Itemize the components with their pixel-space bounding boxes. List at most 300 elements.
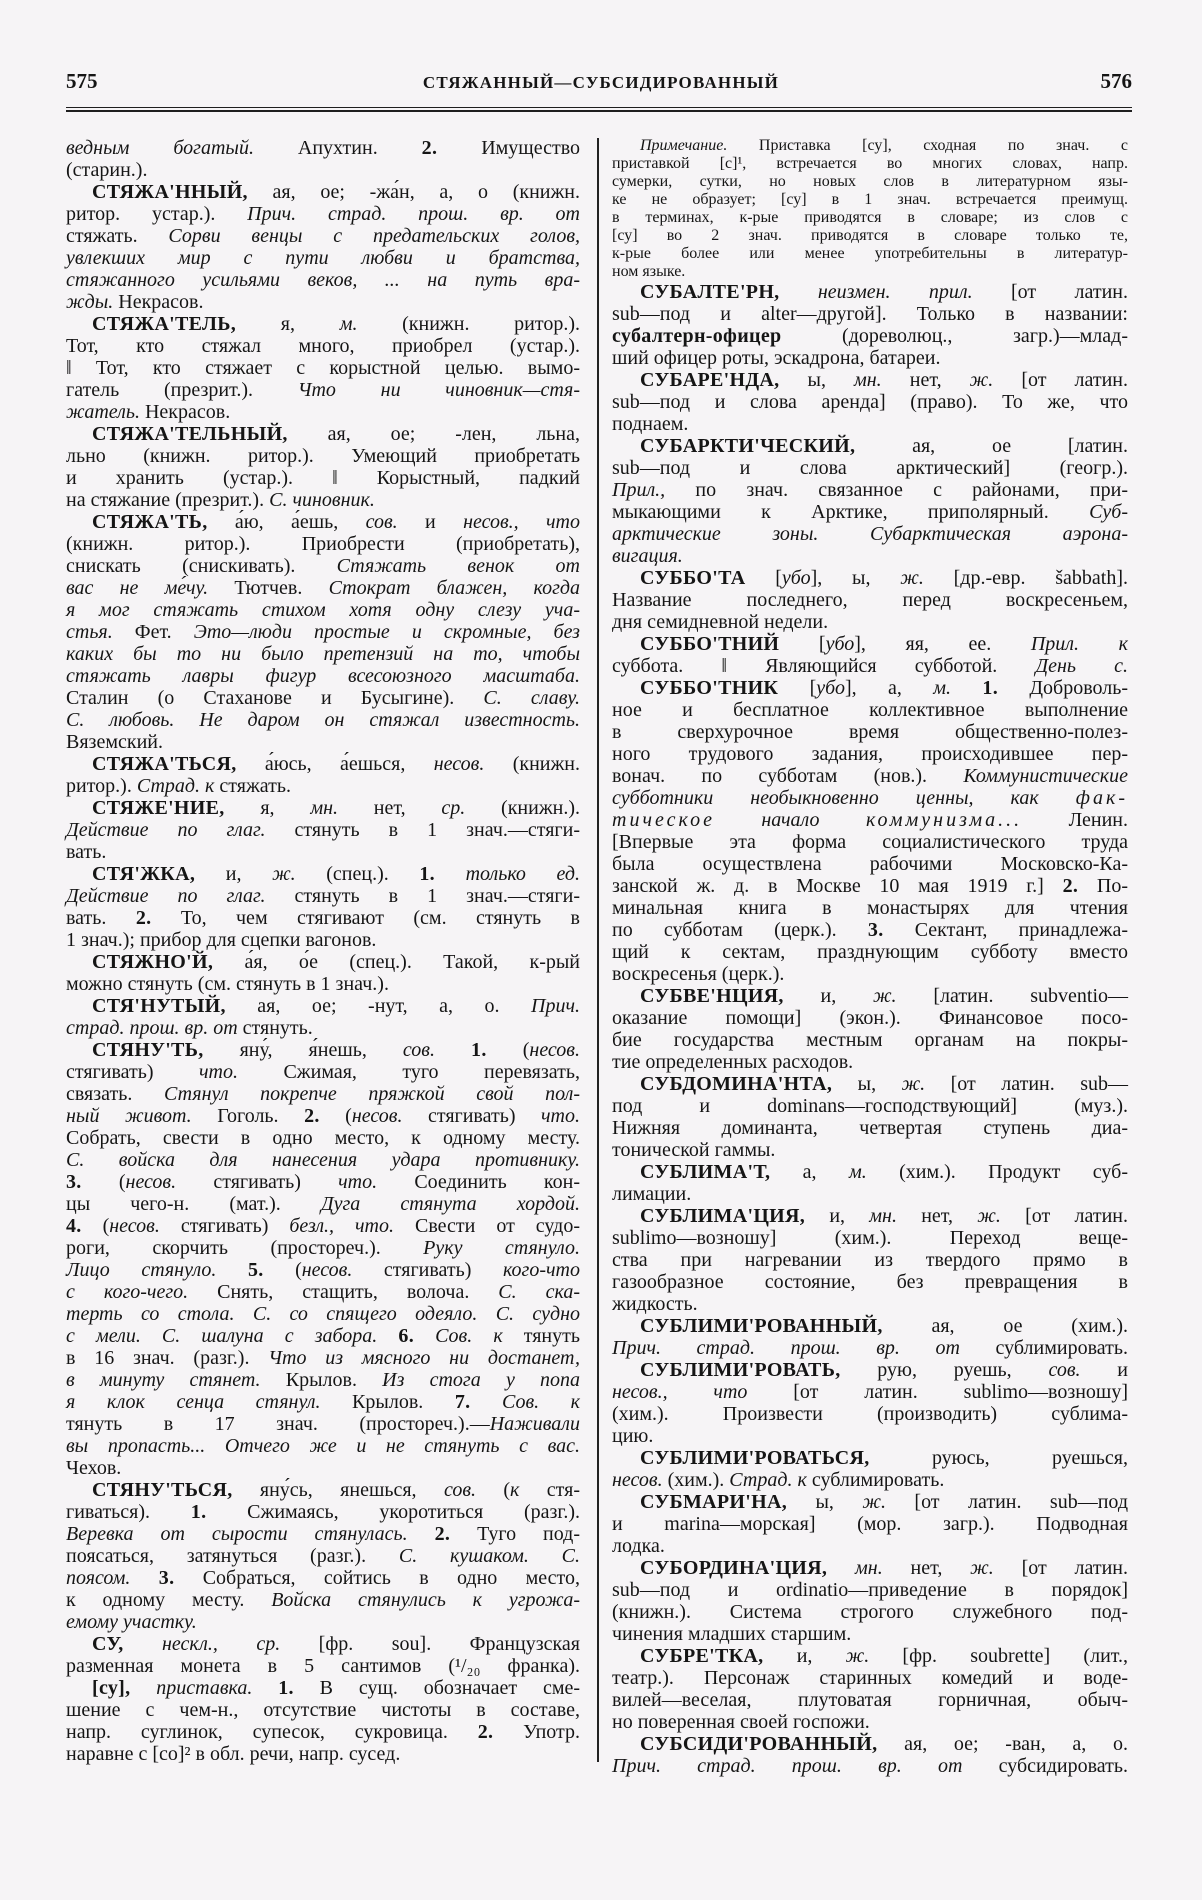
italic-text: что.: [199, 1061, 238, 1083]
plain-text: стягивать): [159, 1215, 290, 1237]
dictionary-line: [612, 1293, 1128, 1315]
headword-bold-text: СТЯНУ'ТЬ,: [92, 1039, 204, 1061]
plain-text: яну́, я́нешь,: [203, 1039, 403, 1061]
dictionary-line: [66, 1523, 580, 1545]
dictionary-line: [66, 973, 580, 995]
plain-text: связать.: [66, 1083, 164, 1105]
plain-text: ритор. устар.).: [66, 203, 248, 225]
dictionary-line: [612, 413, 1128, 435]
plain-text: а́ю, а́ешь,: [207, 511, 366, 533]
plain-text: [фр. sou]. Французская: [280, 1633, 581, 1655]
headword-bold-text: СУБВЕ'НЦИЯ,: [640, 985, 784, 1007]
plain-text: щий к сектам, празднующим субботу вместо: [612, 941, 1128, 963]
note-line: [612, 227, 1128, 245]
italic-text: вас не ме́чу.: [66, 577, 209, 599]
headword-bold-text: 3.: [867, 919, 884, 941]
plain-text: [124, 1633, 162, 1655]
headword-bold-text: субалтерн-офицер: [612, 325, 782, 347]
plain-text: бие государства местным органам на покры-: [612, 1029, 1128, 1051]
italic-text: емому участку.: [66, 1611, 197, 1633]
italic-text: стяжать лавры фигур всесоюзного масштаба.: [66, 665, 580, 687]
italic-text: Прич.: [531, 995, 580, 1017]
dictionary-line: [612, 941, 1128, 963]
dictionary-line: [66, 621, 580, 643]
plain-text: Крылов.: [260, 1369, 383, 1391]
plain-text: (книжн. ритор.). Приобрести (приобретать),: [66, 533, 580, 555]
plain-text: Имущество: [437, 137, 580, 159]
plain-text: Снять, стащить, волоча.: [188, 1281, 499, 1303]
plain-text: рую, руешь,: [840, 1359, 1049, 1381]
plain-text: я,: [224, 797, 311, 819]
plain-text: субсидировать.: [962, 1755, 1128, 1777]
headword-bold-text: 6.: [398, 1325, 414, 1347]
plain-text: sub—под и alter—другой]. Только в названии:: [612, 303, 1128, 325]
italic-text: Войска стянулись к угрожа-: [271, 1589, 580, 1611]
italic-text: Прил. к: [1030, 633, 1128, 655]
italic-text: несов., что: [463, 511, 580, 533]
plain-text: стяжать.: [66, 225, 169, 247]
headword-bold-text: 4.: [66, 1215, 82, 1237]
plain-text: [377, 1325, 398, 1347]
dictionary-line: [612, 1755, 1128, 1777]
headword-bold-text: СТЯЖНО'Й,: [92, 951, 214, 973]
column-divider: [597, 138, 599, 1762]
headword-bold-text: 2.: [135, 907, 152, 929]
headword-bold-text: СУБЛИМИ'РОВАТЬ,: [640, 1359, 841, 1381]
dictionary-line: [612, 875, 1128, 897]
plain-text: [Впервые эта форма социалистического труда: [612, 831, 1128, 853]
plain-text: тие определенных расходов.: [612, 1051, 854, 1073]
plain-text: [от латин. sub—: [925, 1073, 1129, 1095]
dictionary-line: [612, 787, 1128, 809]
italic-text: убо: [825, 633, 855, 655]
headword-bold-text: 5.: [247, 1259, 264, 1281]
plain-text: и: [397, 511, 464, 533]
dictionary-line: [66, 511, 580, 533]
note-line: [612, 173, 1128, 191]
dictionary-line: [612, 1645, 1128, 1667]
plain-text: и,: [783, 985, 873, 1007]
plain-text: Свести от судо-: [394, 1215, 580, 1237]
plain-text: ая, ое; -жа́н, а, о (книжн.: [247, 181, 580, 203]
plain-text: стягивать): [352, 1259, 503, 1281]
italic-text: Прич. страд. прош. вр. от: [612, 1755, 963, 1777]
dictionary-line: [612, 1227, 1128, 1249]
plain-text: sub—под и слова аренда] (право). То же, что: [612, 391, 1128, 413]
italic-text: с мели. С. шалуна с забора.: [66, 1325, 378, 1347]
headword-bold-text: СУБДОМИНА'НТА,: [640, 1073, 833, 1095]
plain-text: Сектант, принадлежа-: [883, 919, 1128, 941]
note-line: [612, 191, 1128, 209]
headword-bold-text: СТЯНУ'ТЬСЯ,: [92, 1479, 233, 1501]
italic-text: несов.: [301, 1259, 353, 1281]
dictionary-line: [66, 401, 580, 423]
headword-bold-text: 3.: [158, 1567, 175, 1589]
dictionary-line: [66, 1567, 580, 1589]
dictionary-line: [66, 357, 580, 379]
dictionary-line: [612, 1403, 1128, 1425]
plain-text: [от латин.: [1000, 1205, 1129, 1227]
plain-text: я,: [236, 313, 340, 335]
dictionary-line: [612, 303, 1128, 325]
dictionary-line: [66, 753, 580, 775]
dictionary-line: [66, 577, 580, 599]
italic-text: Стократ блажен, когда: [328, 577, 580, 599]
plain-text: напр. суглинок, супесок, сукровица.: [66, 1721, 478, 1743]
dictionary-line: [66, 1413, 580, 1435]
plain-text: 1 знач.); прибор для сцепки вагонов.: [66, 929, 377, 951]
dictionary-line: [66, 1655, 580, 1677]
plain-text: [от латин. sub—под: [885, 1491, 1128, 1513]
plain-text: цы чего-н. (мат.).: [66, 1193, 321, 1215]
plain-text: В сущ. обозначает сме-: [293, 1677, 581, 1699]
dictionary-line: [66, 1127, 580, 1149]
italic-text: ведным богатый.: [66, 137, 254, 159]
dictionary-line: [66, 643, 580, 665]
dictionary-line: [66, 995, 580, 1017]
italic-text: ж.: [872, 985, 897, 1007]
plain-text: sublimo—возношу] (хим.). Переход веще-: [612, 1227, 1128, 1249]
dictionary-line: [612, 1535, 1128, 1557]
dictionary-line: [612, 1425, 1128, 1447]
italic-text: с кого-чего.: [66, 1281, 189, 1303]
plain-text: яну́сь, янешься,: [232, 1479, 444, 1501]
italic-text: ж.: [272, 863, 296, 885]
plain-text: Некрасов.: [139, 401, 231, 423]
dictionary-line: [612, 1667, 1128, 1689]
right-column-entries: [612, 281, 1128, 1777]
italic-text: сов.: [443, 1479, 476, 1501]
italic-text: м.: [848, 1161, 867, 1183]
dictionary-line: [66, 489, 580, 511]
plain-text: (книжн. ритор.).: [357, 313, 580, 335]
plain-text: стягивать): [176, 1171, 339, 1193]
dictionary-line: [612, 1491, 1128, 1513]
plain-text: [408, 1523, 435, 1545]
dictionary-line: [66, 1237, 580, 1259]
plain-text: тянуть: [502, 1325, 580, 1347]
dictionary-line: [612, 347, 1128, 369]
plain-text: [су] во 2 знач. приводятся в словаре только те,: [612, 227, 1128, 244]
dictionary-line: [66, 885, 580, 907]
running-head: СТЯЖАННЫЙ—СУБСИДИРОВАННЫЙ: [422, 73, 780, 92]
italic-text: вигация.: [612, 545, 683, 567]
plain-text: занской ж. д. в Москве 10 мая 1919 г.]: [612, 875, 1063, 897]
plain-text: Чехов.: [66, 1457, 122, 1479]
headword-bold-text: СТЯЖА'ТЬ,: [92, 511, 208, 533]
plain-text: (: [81, 1171, 126, 1193]
italic-text: Страд. к: [729, 1469, 807, 1491]
italic-text: арктические зоны. Субарктическая аэрона-: [612, 523, 1128, 545]
plain-text: суббота. ‖ Являющийся субботой.: [612, 655, 1036, 677]
dictionary-line: [612, 1315, 1128, 1337]
dictionary-line: [612, 1359, 1128, 1381]
plain-text: [130, 1677, 156, 1699]
dictionary-line: [612, 1689, 1128, 1711]
plain-text: [от латин. sublimo—возношу]: [747, 1381, 1128, 1403]
dictionary-line: [66, 841, 580, 863]
italic-text: С. чиновник.: [269, 489, 375, 511]
dictionary-line: [66, 1193, 580, 1215]
plain-text: нет,: [882, 1557, 971, 1579]
dictionary-line: [66, 159, 580, 181]
dictionary-line: [66, 819, 580, 841]
plain-text: ства при нагревании из твердого прямо в: [612, 1249, 1128, 1271]
plain-text: нет,: [881, 369, 970, 391]
italic-text: жды.: [66, 291, 114, 313]
plain-text: лодка.: [612, 1535, 665, 1557]
italic-text: сов.: [365, 511, 398, 533]
plain-text: минальная книга в монастырях для чтения: [612, 897, 1128, 919]
plain-text: лимации.: [612, 1183, 692, 1205]
italic-text: С. славу.: [483, 687, 580, 709]
italic-text: м.: [933, 677, 952, 699]
dictionary-line: [612, 1117, 1128, 1139]
plain-text: дня семидневной недели.: [612, 611, 829, 633]
plain-text: Приставка [су], сходная по знач. с: [727, 137, 1128, 154]
plain-text: под и dominans—господствующий] (муз.).: [612, 1095, 1128, 1117]
dictionary-line: [66, 1347, 580, 1369]
dictionary-line: [612, 567, 1128, 589]
headword-bold-text: 1.: [190, 1501, 207, 1523]
plain-text: приставкой [с]¹, встречается во многих словах, напр.: [612, 155, 1128, 172]
plain-text: можно стянуть (см. стянуть в 1 знач.).: [66, 973, 389, 995]
dictionary-line: [66, 929, 580, 951]
plain-text: стя-: [519, 1479, 580, 1501]
dictionary-line: [612, 1271, 1128, 1293]
header-rule-thick: [66, 110, 1132, 112]
dictionary-line: [66, 599, 580, 621]
plain-text: ного трудового задания, происходившее пер-: [612, 743, 1128, 765]
dictionary-line: [612, 589, 1128, 611]
dictionary-line: [66, 775, 580, 797]
note-line: [612, 137, 1128, 155]
plain-text: ая, ое [латин.: [855, 435, 1128, 457]
plain-text: гиваться).: [66, 1501, 191, 1523]
headword-bold-text: СТЯЖА'ННЫЙ,: [92, 181, 248, 203]
plain-text: [от латин.: [972, 281, 1128, 303]
plain-text: вать.: [66, 907, 136, 929]
italic-text: мн.: [869, 1205, 897, 1227]
plain-text: Сталин (о Стаханове и Бусыгине).: [66, 687, 484, 709]
plain-text: поясаться, затянуться (разг.).: [66, 1545, 399, 1567]
plain-text: поднаем.: [612, 413, 689, 435]
plain-text: [435, 1039, 471, 1061]
left-column: [66, 137, 580, 1765]
headword-bold-text: СУББО'ТНИЙ: [640, 633, 780, 655]
headword-bold-text: СУБЛИМИ'РОВАННЫЙ,: [640, 1315, 883, 1337]
italic-text: С. любовь. Не даром он стяжал известность.: [66, 709, 580, 731]
plain-text: театр.). Персонаж старинных комедий и воде-: [612, 1667, 1128, 1689]
plain-text: вонач. по субботам (нов.).: [612, 765, 964, 787]
dictionary-line: [612, 1139, 1128, 1161]
plain-text: Тютчев.: [208, 577, 329, 599]
dictionary-line: [66, 1677, 580, 1699]
dictionary-line: [612, 435, 1128, 457]
plain-text: [414, 1325, 435, 1347]
plain-text: и хранить (устар.). ‖ Корыстный, падкий: [66, 467, 580, 489]
plain-text: (старин.).: [66, 159, 148, 181]
italic-text: Сорви венцы с предательских голов,: [168, 225, 580, 247]
italic-text: несов., что: [612, 1381, 748, 1403]
plain-text: Вяземский.: [66, 731, 163, 753]
headword-bold-text: СТЯЖЕ'НИЕ,: [92, 797, 225, 819]
header-rule-thin: [66, 107, 1132, 108]
italic-text: поясом.: [66, 1567, 131, 1589]
plain-text: [252, 1677, 278, 1699]
plain-text: стягивать): [402, 1105, 541, 1127]
dictionary-line: [612, 1029, 1128, 1051]
italic-text: Сов. к: [501, 1391, 581, 1413]
dictionary-line: [612, 369, 1128, 391]
plain-text: ке не образует; [су] в 1 знач. встречается преимущ.: [612, 191, 1128, 208]
plain-text: Крылов.: [320, 1391, 455, 1413]
dictionary-line: [66, 467, 580, 489]
plain-text: ая, ое (хим.).: [882, 1315, 1128, 1337]
dictionary-line: [612, 897, 1128, 919]
plain-text: Соединить кон-: [377, 1171, 580, 1193]
dictionary-line: [66, 137, 580, 159]
italic-text: С. войска для нанесения удара противнику.: [66, 1149, 580, 1171]
headword-bold-text: 1.: [278, 1677, 294, 1699]
plain-text: роги, скорчить (простореч.).: [66, 1237, 424, 1259]
dictionary-line: [612, 1205, 1128, 1227]
plain-text: (хим.). Продукт суб-: [866, 1161, 1128, 1183]
plain-text: Сжимая, туго перевязать,: [237, 1061, 580, 1083]
dictionary-line: [66, 1215, 580, 1237]
plain-text: [827, 1557, 855, 1579]
dictionary-line: [66, 379, 580, 401]
spaced-italic-text: тическое: [612, 809, 715, 831]
dictionary-line: [66, 1369, 580, 1391]
plain-text: и,: [763, 1645, 846, 1667]
dictionary-line: [66, 247, 580, 269]
spaced-italic-text: фак-: [1075, 787, 1128, 809]
headword-bold-text: СУБАРЕ'НДА,: [640, 369, 780, 391]
italic-text: нескл., ср.: [161, 1633, 281, 1655]
plain-text: ное и бесплатное коллективное выполнение: [612, 699, 1128, 721]
italic-text: стья.: [66, 621, 113, 643]
dictionary-line: [66, 1171, 580, 1193]
plain-text: [др.-евр. šabbath].: [923, 567, 1128, 589]
headword-bold-text: СУББО'ТНИК: [640, 677, 779, 699]
italic-text: Суб-: [1089, 501, 1128, 523]
dictionary-line: [66, 313, 580, 335]
plain-text: тонической гаммы.: [612, 1139, 776, 1161]
dictionary-line: [612, 655, 1128, 677]
dictionary-line: [612, 1051, 1128, 1073]
plain-text: в терминах, к-рые приводятся в словаре; из слов с: [612, 209, 1128, 226]
plain-text: а,: [770, 1161, 849, 1183]
plain-text: наравне с [со]² в обл. речи, напр. сусед.: [66, 1743, 401, 1765]
italic-text: убо: [816, 677, 845, 699]
italic-text: С. ска-: [498, 1281, 581, 1303]
dictionary-line: [66, 709, 580, 731]
spaced-italic-text: коммунизма...: [865, 809, 1023, 831]
dictionary-line: [66, 1699, 580, 1721]
italic-text: несов.: [109, 1215, 160, 1237]
italic-text: каких бы то ни было претензий на то, чтобы: [66, 643, 580, 665]
plain-text: ‖ Тот, кто стяжает с корыстной целью. вымо-: [66, 357, 580, 379]
dictionary-line: [66, 1479, 580, 1501]
plain-text: Название последнего, перед воскресеньем,: [612, 589, 1128, 611]
plain-text: к одному месту.: [66, 1589, 272, 1611]
italic-text: ж.: [845, 1645, 870, 1667]
dictionary-line: [66, 1303, 580, 1325]
italic-text: сов.: [402, 1039, 435, 1061]
italic-text: несов.: [125, 1171, 177, 1193]
italic-text: несов.: [529, 1039, 580, 1061]
plain-text: ы,: [787, 1491, 863, 1513]
dictionary-line: [612, 1161, 1128, 1183]
plain-text: sub—под и ordinatio—приведение в порядок]: [612, 1579, 1128, 1601]
dictionary-line: [66, 1259, 580, 1281]
plain-text: льно (книжн. ритор.). Умеющий приобретать: [66, 445, 580, 467]
dictionary-line: [66, 269, 580, 291]
italic-text: я мог стяжать стихом хотя одну слезу уча-: [66, 599, 580, 621]
dictionary-line: [612, 919, 1128, 941]
plain-text: [216, 1259, 248, 1281]
plain-text: ном языке.: [612, 263, 686, 280]
plain-text: а́юсь, а́ешься,: [236, 753, 434, 775]
dictionary-line: [612, 391, 1128, 413]
plain-text: Доброволь-: [998, 677, 1128, 699]
plain-text: ритор.).: [66, 775, 137, 797]
plain-text: по субботам (церк.).: [612, 919, 868, 941]
italic-text: День с.: [1035, 655, 1128, 677]
plain-text: (книжн.). Система строгого служебного под-: [612, 1601, 1128, 1623]
italic-text: Что из мясного ни достанет,: [268, 1347, 580, 1369]
plain-text: Ленин.: [1022, 809, 1128, 831]
plain-text: Сжимаясь, укоротиться (разг.).: [206, 1501, 580, 1523]
italic-text: неизмен. прил.: [817, 281, 973, 303]
plain-text: (спец.).: [295, 863, 420, 885]
plain-text: нет,: [338, 797, 442, 819]
dictionary-line: [612, 1337, 1128, 1359]
plain-text: по знач. связанное с районами, при-: [665, 479, 1128, 501]
italic-text: жатель.: [66, 401, 140, 423]
italic-text: кого-что: [502, 1259, 580, 1281]
plain-text: (: [263, 1259, 302, 1281]
headword-bold-text: СУБЛИМА'ЦИЯ,: [640, 1205, 806, 1227]
dictionary-line: [612, 963, 1128, 985]
plain-text: в сверхурочное время общественно-полез-: [612, 721, 1128, 743]
dictionary-line: [612, 1469, 1128, 1491]
dictionary-line: [66, 665, 580, 687]
plain-text: (: [319, 1105, 352, 1127]
dictionary-line: [612, 699, 1128, 721]
italic-text: С. кушаком. С.: [398, 1545, 580, 1567]
plain-text: Апухтин.: [253, 137, 422, 159]
italic-text: Прич. страд. прош. вр. от: [612, 1337, 960, 1359]
dictionary-line: [612, 545, 1128, 567]
italic-text: Руку стянуло.: [423, 1237, 580, 1259]
note-line: [612, 209, 1128, 227]
dictionary-line: [66, 1105, 580, 1127]
plain-text: и marina—морская] (мор. загр.). Подводная: [612, 1513, 1128, 1535]
headword-bold-text: [су],: [92, 1677, 131, 1699]
dictionary-line: [612, 1733, 1128, 1755]
headword-bold-text: 2.: [434, 1523, 451, 1545]
plain-text: (: [486, 1039, 530, 1061]
plain-text: [951, 677, 982, 699]
plain-text: [: [779, 633, 826, 655]
plain-text: стягивать): [66, 1061, 199, 1083]
plain-text: (дореволюц., загр.)—млад-: [781, 325, 1128, 347]
dictionary-line: [66, 1721, 580, 1743]
dictionary-line: [66, 445, 580, 467]
plain-text: [от латин.: [993, 1557, 1129, 1579]
